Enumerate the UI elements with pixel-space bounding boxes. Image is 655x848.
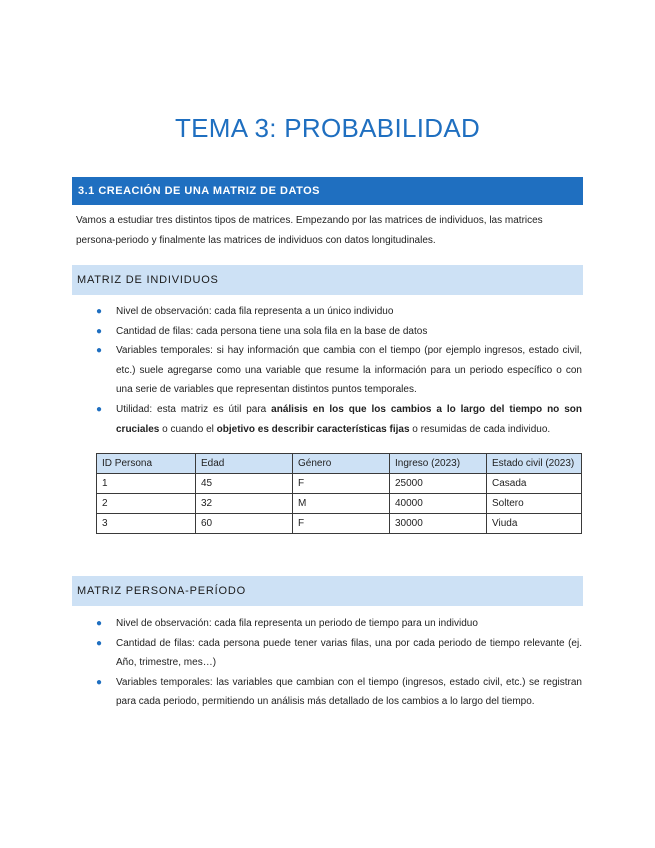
intro-line-1: Vamos a estudiar tres distintos tipos de matrices. Empezando por las matrices de individuos, las matrices xyxy=(76,215,543,226)
bullet-text: Variables temporales: las variables que cambian con el tiempo (ingresos, estado civil, etc.) se registran para cada periodo, permitiendo un análisis más detallado de los cambios a lo largo del tiempo. xyxy=(116,676,582,708)
table-cell: 25000 xyxy=(390,474,487,494)
bullet-icon: ● xyxy=(96,403,103,415)
bullet-icon: ● xyxy=(96,306,103,317)
table-cell: 45 xyxy=(196,474,293,494)
table-cell: Viuda xyxy=(487,514,582,534)
list-item xyxy=(96,673,582,712)
table-cell: 1 xyxy=(97,474,196,494)
table-cell: 32 xyxy=(196,494,293,514)
table-header-row xyxy=(97,454,582,474)
bullet-text: Cantidad de filas: cada persona tiene una sola fila en la base de datos xyxy=(116,325,428,337)
individuos-bullet-list xyxy=(96,302,582,439)
column-header: Ingreso (2023) xyxy=(390,454,487,474)
table-cell: F xyxy=(293,514,390,534)
bullet-icon: ● xyxy=(96,325,103,337)
bullet-text-c: o cuando el xyxy=(159,423,217,435)
subheading-matriz-persona-periodo: MATRIZ PERSONA-PERÍODO xyxy=(72,576,583,606)
bullet-text-a: Utilidad: esta matriz es útil para xyxy=(116,403,272,415)
individuos-table xyxy=(96,453,582,534)
bullet-icon: ● xyxy=(96,618,103,629)
bullet-text: Nivel de observación: cada fila representa a un único individuo xyxy=(116,306,394,317)
table-cell: M xyxy=(293,494,390,514)
page-title: TEMA 3: PROBABILIDAD xyxy=(174,113,481,143)
table-row xyxy=(97,474,582,494)
bullet-text-bold: objetivo es describir características fijas xyxy=(216,423,410,435)
bullet-text-e: o resumidas de cada individuo. xyxy=(409,423,551,435)
section-heading: 3.1 CREACIÓN DE UNA MATRIZ DE DATOS xyxy=(72,177,583,205)
table-cell: 60 xyxy=(196,514,293,534)
table-row xyxy=(97,494,582,514)
table-cell: 3 xyxy=(97,514,196,534)
list-item xyxy=(96,614,582,634)
column-header: Edad xyxy=(196,454,293,474)
table-cell: F xyxy=(293,474,390,494)
column-header: ID Persona xyxy=(97,454,196,474)
subheading-matriz-individuos: MATRIZ DE INDIVIDUOS xyxy=(72,265,583,295)
table-cell: 2 xyxy=(97,494,196,514)
table-cell: Casada xyxy=(487,474,582,494)
bullet-text: Variables temporales: si hay información que cambia con el tiempo (por ejemplo ingresos, estado civil, etc.) suele agregarse como una variable que resume la información para un periodo específico o con una serie de variables que representan distintos puntos temporales. xyxy=(116,345,582,396)
table-cell: 40000 xyxy=(390,494,487,514)
list-item xyxy=(96,634,582,673)
column-header: Género xyxy=(293,454,390,474)
list-item xyxy=(96,302,582,322)
bullet-icon: ● xyxy=(96,676,103,688)
column-header: Estado civil (2023) xyxy=(487,454,582,474)
bullet-icon: ● xyxy=(96,345,103,357)
list-item xyxy=(96,400,582,439)
bullet-icon: ● xyxy=(96,637,103,649)
table-row xyxy=(97,514,582,534)
intro-paragraph xyxy=(76,211,582,251)
persona-periodo-bullet-list xyxy=(96,614,582,712)
list-item xyxy=(96,341,582,400)
bullet-text-bold: análisis en los que los cambios a lo largo del tiempo no son cruciales xyxy=(116,403,582,435)
table-cell: Soltero xyxy=(487,494,582,514)
bullet-text: Cantidad de filas: cada persona puede tener varias filas, una por cada periodo de tiempo relevante (ej. Año, trimestre, mes…) xyxy=(116,637,582,669)
table-cell: 30000 xyxy=(390,514,487,534)
list-item xyxy=(96,322,582,342)
intro-line-2: persona-periodo y finalmente las matrices de individuos con datos longitudinales. xyxy=(76,235,436,246)
bullet-text: Nivel de observación: cada fila representa un periodo de tiempo para un individuo xyxy=(116,618,478,629)
